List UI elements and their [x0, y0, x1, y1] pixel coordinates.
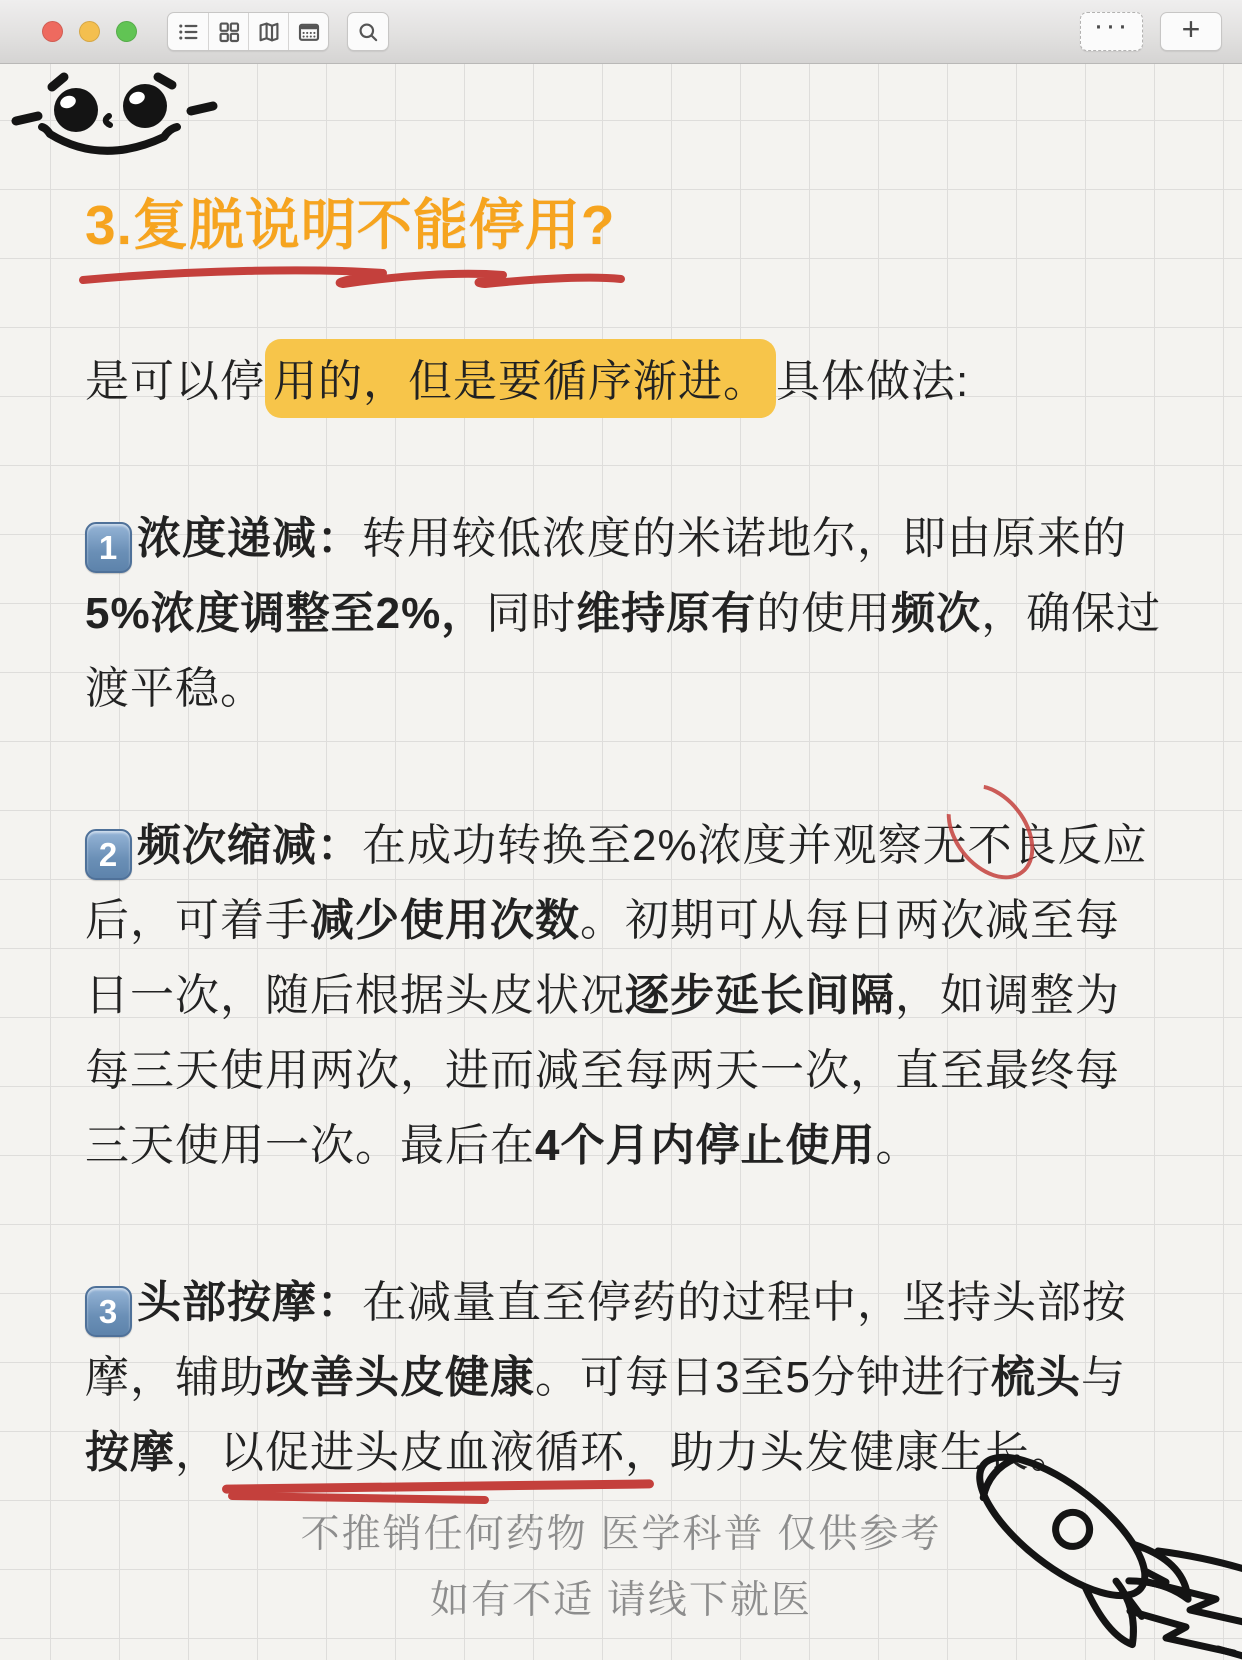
disclaimer-line-2: 如有不适 请线下就医 — [430, 1579, 812, 1622]
highlighted-text: 用的，但是要循序渐进。 — [265, 339, 776, 418]
text-segment: ， — [175, 1428, 220, 1477]
grid-view-button[interactable] — [208, 13, 248, 50]
text-segment: ，如调整为每三天使用两次，进而减至每两天一次，直至最终每三天使用一次。最后在 — [85, 971, 1120, 1170]
text-segment: 。初期可从每日两次减至每日一次，随后根据头皮状况 — [85, 896, 1120, 1020]
bold-text: 5%浓度调整至2%， — [85, 589, 487, 638]
text-segment: 的使用 — [756, 589, 892, 638]
text-segment: 在成功转换至2%浓度并观察无 — [362, 821, 968, 870]
section-1 — [85, 501, 1164, 726]
disclaimer-line-1: 不推销任何药物 医学科普 仅供参考 — [300, 1513, 942, 1556]
red-circle-text: 不 — [968, 808, 1013, 883]
text-segment: 是可以停 — [85, 357, 265, 406]
close-button[interactable] — [42, 21, 63, 42]
bold-text: 减少使用次数 — [310, 896, 580, 945]
grid-icon — [217, 20, 241, 44]
minimize-button[interactable] — [79, 21, 100, 42]
more-button[interactable]: ··· — [1080, 12, 1143, 51]
list-icon — [176, 20, 200, 44]
bold-text: 按摩 — [85, 1428, 175, 1477]
bold-text: 梳头 — [990, 1353, 1081, 1402]
map-view-button[interactable] — [248, 13, 288, 50]
section-1-title: 浓度递减： — [137, 514, 362, 563]
text-segment: 与 — [1080, 1353, 1126, 1402]
keycap-3-icon: 3 — [85, 1286, 132, 1337]
keycap-1-icon: 1 — [85, 522, 132, 573]
bold-text: 维持原有 — [576, 589, 757, 638]
text-segment: 。 — [875, 1121, 921, 1170]
titlebar-actions — [1080, 8, 1222, 51]
text-segment: 。可每日3至5分钟进行 — [535, 1353, 991, 1402]
search-button[interactable] — [347, 12, 389, 51]
list-view-button[interactable] — [168, 13, 208, 50]
smiley-face-doodle — [8, 70, 223, 175]
note-page[interactable] — [0, 64, 1242, 1660]
text-segment: 在减量直至停药的过程中，坚持头部按摩，辅助 — [85, 1278, 1127, 1402]
text-segment: 良反应后，可着手 — [85, 821, 1148, 945]
red-squiggle-underline — [73, 262, 633, 294]
rocket-doodle — [922, 1415, 1242, 1660]
zoom-button[interactable] — [116, 21, 137, 42]
keypad-icon — [297, 20, 321, 44]
view-switcher — [167, 12, 329, 51]
keycap-2-icon: 2 — [85, 829, 132, 880]
intro-paragraph — [85, 344, 1164, 419]
search-icon — [356, 20, 380, 44]
text-segment: 助力头发健康生长。 — [670, 1428, 1075, 1477]
section-3-title: 头部按摩： — [137, 1278, 362, 1327]
window-titlebar — [0, 0, 1242, 64]
window-controls — [42, 21, 137, 42]
text-segment: 转用较低浓度的米诺地尔，即由原来的 — [362, 514, 1127, 563]
text-segment: 具体做法: — [776, 357, 970, 406]
section-2-title: 频次缩减： — [137, 821, 362, 870]
bold-text: 逐步延长间隔 — [625, 971, 895, 1020]
text-segment: 同时 — [486, 589, 577, 638]
map-icon — [257, 20, 281, 44]
section-2-body — [85, 821, 1148, 1170]
text-segment: ，确保过渡平稳。 — [85, 589, 1162, 713]
bold-text: 频次 — [891, 589, 982, 638]
red-underline-text: 以促进头皮血液循环， — [220, 1428, 670, 1477]
page-title: 3.复脱说明不能停用? — [85, 194, 616, 256]
add-note-button[interactable]: + — [1160, 12, 1222, 51]
keypad-view-button[interactable] — [288, 13, 328, 50]
bold-text: 改善头皮健康 — [265, 1353, 535, 1402]
bold-text: 4个月内停止使用 — [535, 1121, 876, 1170]
section-2 — [85, 808, 1164, 1183]
